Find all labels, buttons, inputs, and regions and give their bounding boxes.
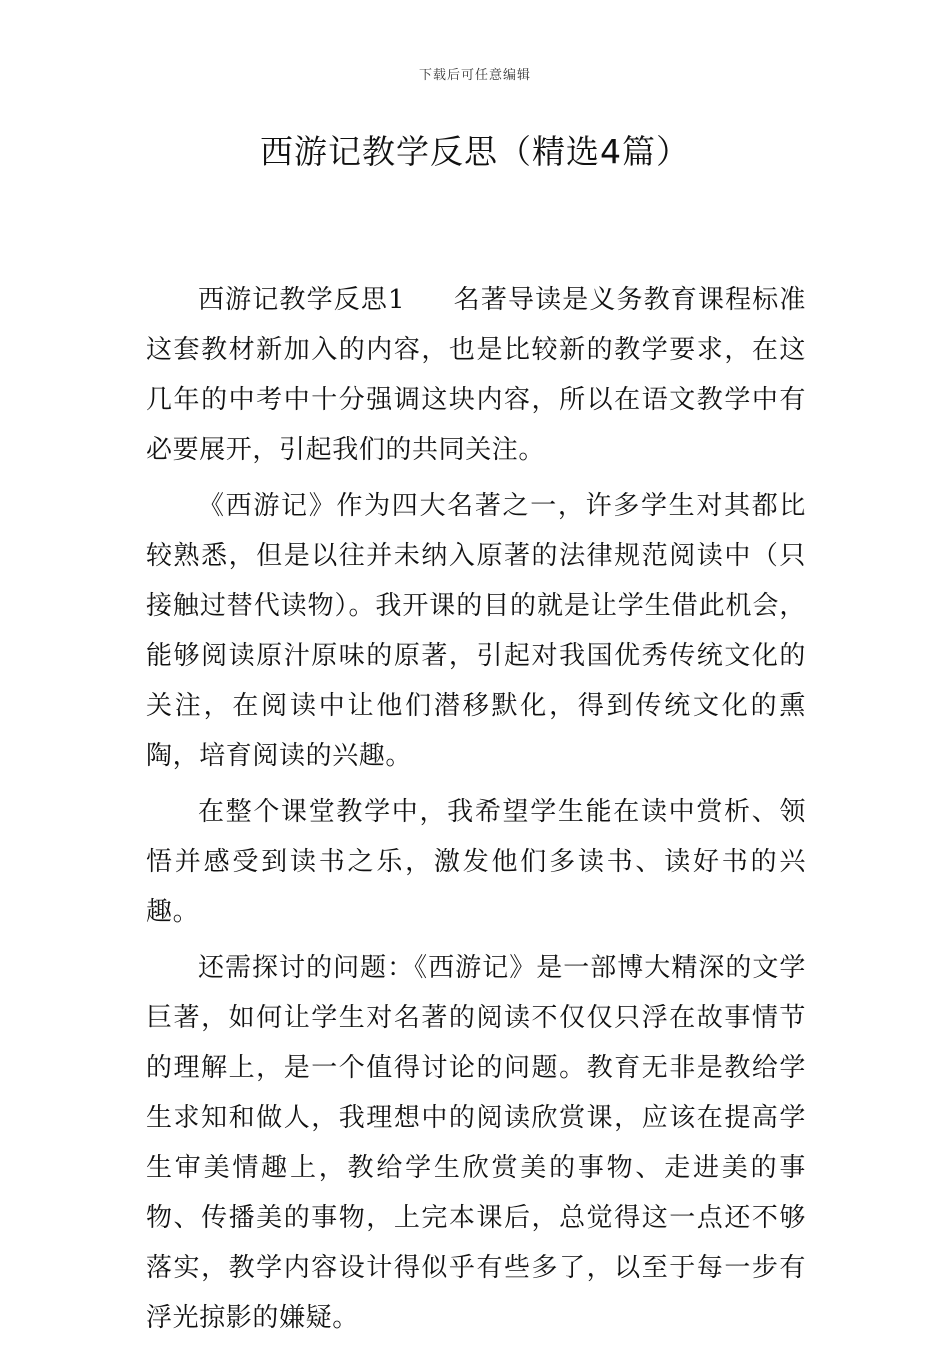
document-title: 西游记教学反思（精选4篇） (260, 132, 690, 171)
paragraph-1-text: 名著导读是义务教育课程标准这套教材新加入的内容，也是比较新的教学要求，在这几年的中考中十分强调这块内容，所以在语文教学中有必要展开，引起我们的共同关注。 (146, 285, 806, 465)
paragraph-3: 在整个课堂教学中，我希望学生能在读中赏析、领悟并感受到读书之乐，激发他们多读书、读好书的兴趣。 (146, 797, 806, 927)
header-note: 下载后可任意编辑 (418, 68, 531, 83)
section-heading: 西游记教学反思1 (198, 285, 406, 315)
document-body (146, 275, 806, 1349)
paragraph-2: 《西游记》作为四大名著之一，许多学生对其都比较熟悉，但是以往并未纳入原著的法律规范阅读中（只接触过替代读物）。我开课的目的就是让学生借此机会，能够阅读原汁原味的原著，引起对我国优秀传统文化的关注，在阅读中让他们潜移默化，得到传统文化的熏陶，培育阅读的兴趣。 (146, 491, 806, 771)
paragraph-4: 还需探讨的问题：《西游记》是一部博大精深的文学巨著，如何让学生对名著的阅读不仅仅只浮在故事情节的理解上，是一个值得讨论的问题。教育无非是教给学生求知和做人，我理想中的阅读欣赏课，应该在提高学生审美情趣上，教给学生欣赏美的事物、走进美的事物、传播美的事物，上完本课后，总觉得这一点还不够落实，教学内容设计得似乎有些多了，以至于每一步有浮光掠影的嫌疑。 (146, 953, 806, 1333)
paragraph-1 (146, 275, 806, 475)
